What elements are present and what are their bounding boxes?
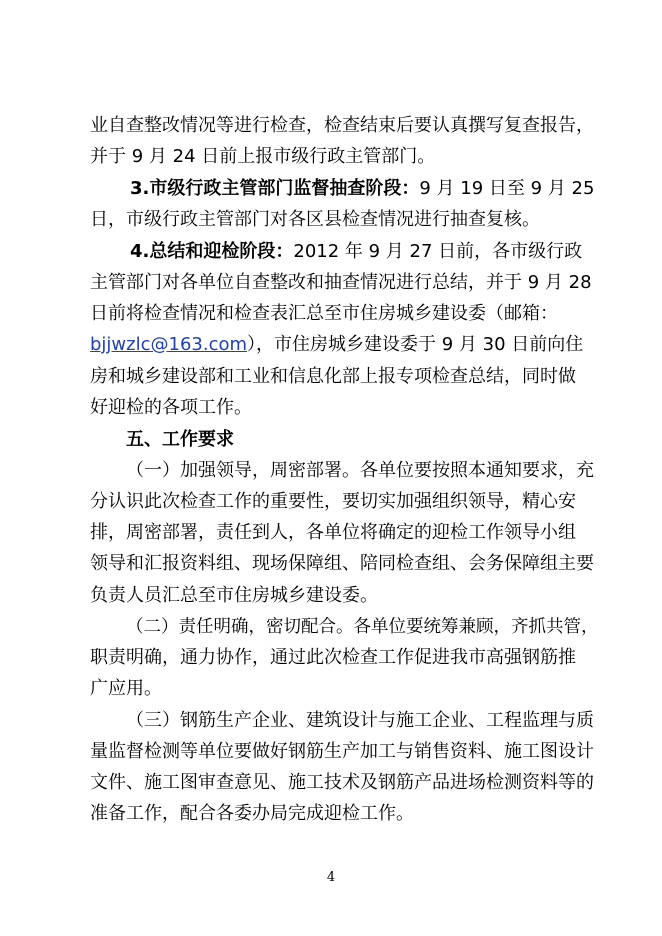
para1-line1: 业自查整改情况等进行检查，检查结束后要认真撰写复查报告，: [90, 115, 594, 136]
req3-line1: （三）钢筋生产企业、建筑设计与施工企业、工程监理与质: [126, 710, 594, 731]
stage4-line6: 好迎检的各项工作。: [90, 397, 252, 418]
stage4-line3: 日前将检查情况和检查表汇总至市住房城乡建设委（邮箱：: [90, 303, 558, 324]
req3-line4: 准备工作，配合各委办局完成迎检工作。: [90, 803, 414, 824]
req1-line3: 排，周密部署，责任到人，各单位将确定的迎检工作领导小组: [90, 522, 576, 543]
req2-line3: 广应用。: [90, 678, 162, 699]
stage3-line1: [130, 177, 610, 201]
stage4-line4-rest: ），市住房城乡建设委于 9 月 30 日前向住: [247, 334, 584, 355]
stage4-line5: 房和城乡建设部和工业和信息化部上报专项检查总结，同时做: [90, 366, 576, 387]
req3-line2: 量监督检测等单位要做好钢筋生产加工与销售资料、施工图设计: [90, 741, 594, 762]
req2-line2: 职责明确，通力协作，通过此次检查工作促进我市高强钢筋推: [90, 647, 576, 668]
stage3-heading: 3.市级行政主管部门监督抽查阶段：: [130, 178, 420, 199]
req1-line1: （一）加强领导，周密部署。各单位要按照本通知要求，充: [126, 460, 594, 481]
stage3-line2: 日，市级行政主管部门对各区县检查情况进行抽查复核。: [90, 209, 540, 230]
req2-line1: （二）责任明确，密切配合。各单位要统筹兼顾，齐抓共管，: [126, 617, 599, 637]
stage4-heading: 4.总结和迎检阶段：: [130, 241, 294, 262]
stage4-line2: 主管部门对各单位自查整改和抽查情况进行总结，并于 9 月 28: [90, 272, 592, 293]
stage4-line4: [90, 333, 610, 357]
page-number: 4: [326, 870, 336, 885]
req1-line2: 分认识此次检查工作的重要性，要切实加强组织领导，精心安: [90, 491, 576, 512]
req1-line4: 领导和汇报资料组、现场保障组、陪同检查组、会务保障组主要: [90, 553, 594, 574]
email-link[interactable]: bjjwzlc@163.com: [90, 334, 248, 355]
stage4-line1-rest: 2012 年 9 月 27 日前，各市级行政: [293, 241, 583, 262]
stage4-line1: [130, 240, 610, 264]
para1-line2: 并于 9 月 24 日前上报市级行政主管部门。: [90, 146, 436, 167]
req3-line3: 文件、施工图审查意见、施工技术及钢筋产品进场检测资料等的: [90, 772, 594, 793]
stage3-line1-rest: 9 月 19 日至 9 月 25: [419, 178, 595, 199]
section5-heading: 五、工作要求: [126, 429, 234, 450]
req1-line5: 负责人员汇总至市住房城乡建设委。: [90, 585, 378, 606]
